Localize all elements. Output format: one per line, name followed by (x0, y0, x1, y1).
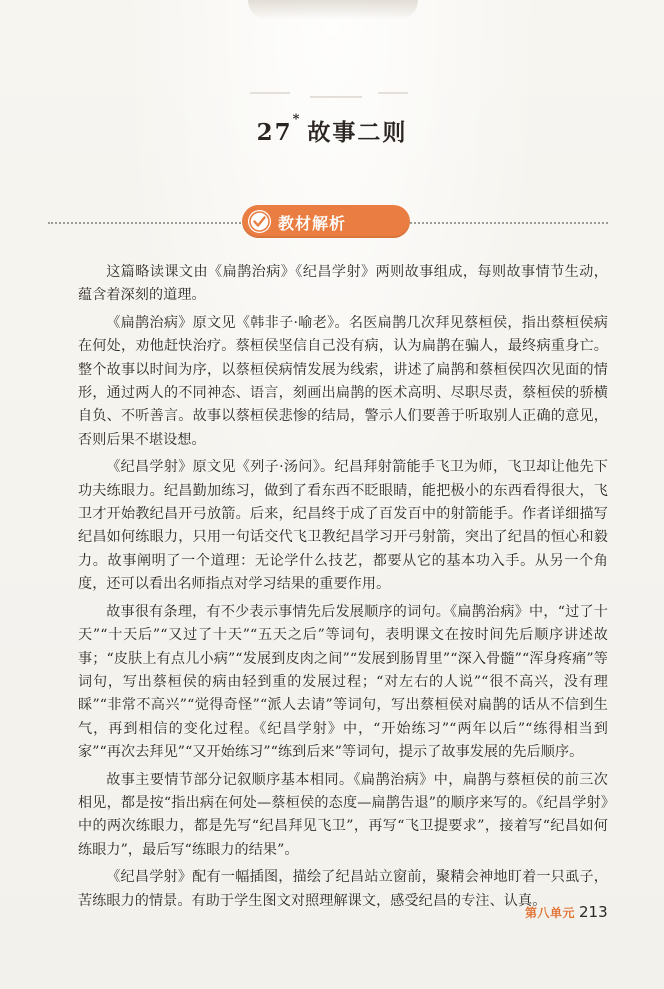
paragraph-jichang: 《纪昌学射》原文见《列子·汤问》。纪昌拜射箭能手飞卫为师，飞卫却让他先下功夫练眼力。纪昌勤加练习，做到了看东西不眨眼睛，能把极小的东西看得很大，飞卫才开始教纪昌开弓放箭。后来，纪昌终于成了百发百中的射箭能手。作者详细描写纪昌如何练眼力，只用一句话交代飞卫教纪昌学习开弓射箭，突出了纪昌的恒心和毅力。故事阐明了一个道理：无论学什么技艺，都要从它的基本功入手。从另一个角度，还可以看出名师指点对学习结果的重要作用。 (78, 459, 608, 593)
lesson-number: 27 (256, 119, 293, 146)
section-header-textbook-analysis (242, 205, 410, 238)
paragraph-plot-order: 故事主要情节部分记叙顺序基本相同。《扁鹊治病》中，扁鹊与蔡桓侯的前三次相见，都是按“指出病在何处—蔡桓侯的态度—扁鹊告退”的顺序来写的。《纪昌学射》中的两次练眼力，都是先写“纪昌拜见飞卫”，再写“飞卫提要求”，接着写“纪昌如何练眼力”，最后写“练眼力的结果”。 (78, 771, 608, 858)
faint-ornament (250, 86, 410, 106)
page-number: 213 (579, 903, 608, 921)
checkmark-circle-icon (248, 210, 271, 233)
dotted-divider-right (410, 222, 608, 224)
paragraph-illustration: 《纪昌学射》配有一幅插图，描绘了纪昌站立窗前，聚精会神地盯着一只虱子，苦练眼力的情景。有助于学生图文对照理解课文，感受纪昌的专注、认真。 (78, 869, 608, 909)
paragraph-intro: 这篇略读课文由《扁鹊治病》《纪昌学射》两则故事组成，每则故事情节生动，蕴含着深刻的道理。 (78, 264, 608, 304)
unit-label: 第八单元 (525, 906, 576, 920)
optional-reading-mark: * (292, 112, 302, 127)
paragraph-bianque: 《扁鹊治病》原文见《韩非子·喻老》。名医扁鹊几次拜见蔡桓侯，指出蔡桓侯病在何处，劝他赶快治疗。蔡桓侯坚信自己没有病，认为扁鹊在骗人，最终病重身亡。整个故事以时间为序，以蔡桓侯病情发展为线索，讲述了扁鹊和蔡桓侯四次见面的情形，通过两人的不同神态、语言，刻画出扁鹊的医术高明、尽职尽责，蔡桓侯的骄横自负、不听善言。故事以蔡桓侯悲惨的结局，警示人们要善于听取别人正确的意见，否则后果不堪设想。 (78, 314, 608, 448)
paragraph-sequence-words: 故事很有条理，有不少表示事情先后发展顺序的词句。《扁鹊治病》中，“过了十天”“十天后”“又过了十天”“五天之后”等词句，表明课文在按时间先后顺序讲述故事；“皮肤上有点儿小病”“发展到皮肉之间”“发展到肠胃里”“深入骨髓”“浑身疼痛”等词句，写出蔡桓侯的病由轻到重的发展过程；“对左右的人说”“很不高兴，没有理睬”“非常不高兴”“觉得奇怪”“派人去请”等词句，写出蔡桓侯对扁鹊的话从不信到生气，再到相信的变化过程。《纪昌学射》中，“开始练习”“两年以后”“练得相当到家”“再次去拜见”“又开始练习”“练到后来”等词句，提示了故事发展的先后顺序。 (78, 603, 608, 761)
lesson-title (0, 114, 664, 147)
dotted-divider-left (48, 222, 248, 224)
analysis-body (78, 261, 608, 917)
page-footer (525, 902, 608, 921)
top-decoration (248, 0, 418, 20)
lesson-title-text: 故事二则 (307, 119, 408, 146)
section-label: 教材解析 (278, 214, 347, 233)
